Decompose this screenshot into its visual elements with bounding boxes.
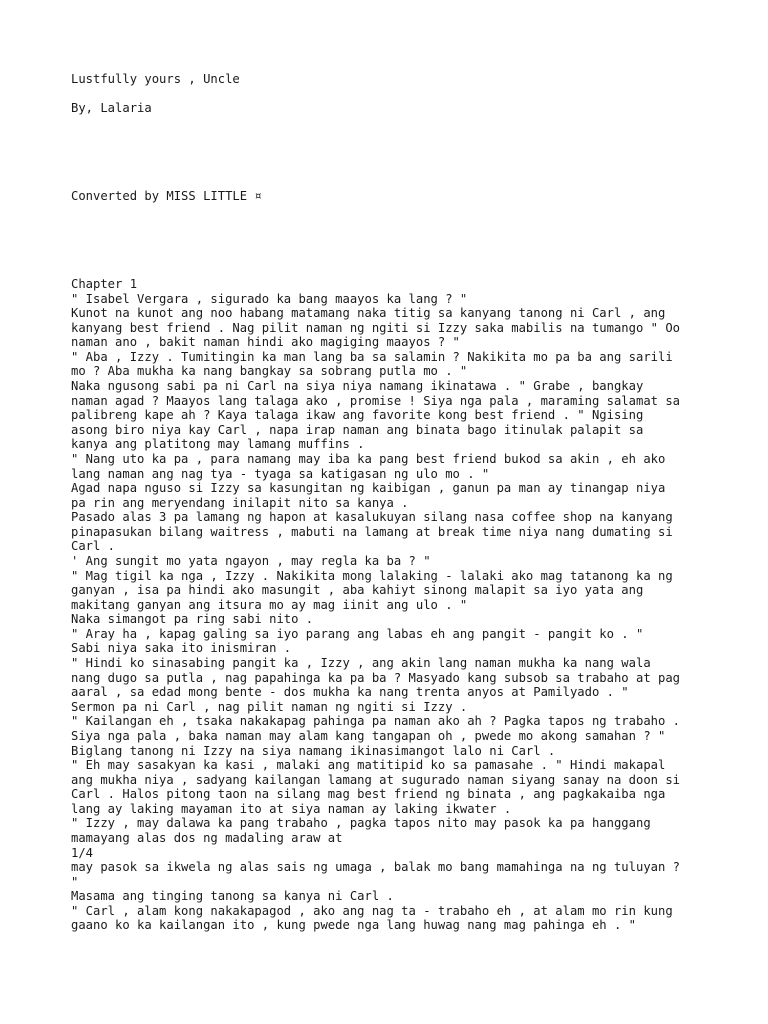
converted-credit: Converted by MISS LITTLE ¤: [71, 189, 262, 203]
text-line: nang dugo sa putla , nag papahinga ka pa ba ? Masyado kang subsob sa trabaho at pag: [71, 670, 681, 685]
text-line: naman ano , bakit naman hindi ako magiging maayos ? ": [71, 335, 460, 350]
text-line: Agad napa nguso si Izzy sa kasungitan ng kaibigan , ganun pa man ay tinangap niya: [71, 481, 666, 496]
text-line: may pasok sa ikwela ng alas sais ng umaga , balak mo bang mamahinga na ng tuluyan ?: [71, 860, 681, 875]
text-line: Naka simangot pa ring sabi nito .: [71, 612, 314, 627]
text-line: Siya nga pala , baka naman may alam kang tangapan oh , pwede mo akong samahan ? ": [71, 728, 666, 743]
text-line: kanya ang platitong may lamang muffins .: [71, 437, 365, 452]
text-line: Sermon pa ni Carl , nag pilit naman ng ngiti si Izzy .: [71, 699, 468, 714]
text-line: Kunot na kunot ang noo habang matamang naka titig sa kanyang tanong ni Carl , ang: [71, 306, 666, 321]
text-line: " Mag tigil ka nga , Izzy . Nakikita mong lalaking - lalaki ako mag tatanong ka ng: [71, 568, 673, 583]
text-line: lang ay laking mayaman ito at siya naman ay laking ikwater .: [71, 801, 512, 816]
text-line: ganyan , isa pa hindi ako masungit , aba kahiyt sinong malapit sa iyo yata ang: [71, 583, 644, 598]
text-line: " Kailangan eh , tsaka nakakapag pahinga pa naman ako ah ? Pagka tapos ng trabaho .: [71, 714, 681, 729]
text-line: Pasado alas 3 pa lamang ng hapon at kasalukuyan silang nasa coffee shop na kanyang: [71, 510, 673, 525]
text-line: " Nang uto ka pa , para namang may iba ka pang best friend bukod sa akin , eh ako: [71, 451, 666, 466]
chapter-heading: Chapter 1: [71, 277, 138, 291]
text-line: Carl .: [71, 539, 116, 554]
text-line: makitang ganyan ang itsura mo ay mag iinit ang ulo . ": [71, 597, 468, 612]
text-line: naman agad ? Maayos lang talaga ako , promise ! Siya nga pala , maraming salamat sa: [71, 393, 681, 408]
text-line: kanyang best friend . Nag pilit naman ng ngiti si Izzy saka mabilis na tumango " Oo: [71, 320, 681, 335]
text-line: asong biro niya kay Carl , napa irap naman ang binata bago itinulak palapit sa: [71, 422, 644, 437]
text-line: mo ? Aba mukha ka nang bangkay sa sobrang putla mo . ": [71, 364, 468, 379]
document-title: Lustfully yours , Uncle: [71, 72, 240, 86]
text-line: " Hindi ko sinasabing pangit ka , Izzy , ang akin lang naman mukha ka nang wala: [71, 656, 651, 671]
text-line: " Carl , alam kong nakakapagod , ako ang nag ta - trabaho eh , at alam mo rin kung: [71, 903, 673, 918]
text-line: aaral , sa edad mong bente - dos mukha ka nang trenta anyos at Pamilyado . ": [71, 685, 629, 700]
text-line: gaano ko ka kailangan ito , kung pwede nga lang huwag nang mag pahinga eh . ": [71, 918, 636, 933]
text-line: mamayang alas dos ng madaling araw at: [71, 830, 343, 845]
text-line: Biglang tanong ni Izzy na siya namang ikinasimangot lalo ni Carl .: [71, 743, 556, 758]
text-line: Masama ang tinging tanong sa kanya ni Carl .: [71, 889, 394, 904]
document-byline: By, Lalaria: [71, 101, 152, 115]
text-line: palibreng kape ah ? Kaya talaga ikaw ang favorite kong best friend . " Ngising: [71, 408, 644, 423]
text-line: ang mukha niya , sadyang kailangan lamang at sugurado naman siyang sanay na doon si: [71, 772, 681, 787]
text-line: ": [71, 874, 79, 889]
text-line: ' Ang sungit mo yata ngayon , may regla ka ba ? ": [71, 553, 431, 568]
text-line: lang naman ang nag tya - tyaga sa katigasan ng ulo mo . ": [71, 466, 490, 481]
page-number: 1/4: [71, 845, 94, 860]
text-line: " Aba , Izzy . Tumitingin ka man lang ba sa salamin ? Nakikita mo pa ba ang sarili: [71, 349, 673, 364]
text-line: " Izzy , may dalawa ka pang trabaho , pagka tapos nito may pasok ka pa hanggang: [71, 816, 651, 831]
chapter-body: [71, 277, 751, 933]
text-line: pinapasukan bilang waitress , mabuti na lamang at break time niya nang dumating si: [71, 524, 673, 539]
text-line: Sabi niya saka ito inismiran .: [71, 641, 292, 656]
text-line: pa rin ang meryendang inilapit nito sa kanya .: [71, 495, 409, 510]
text-line: Naka ngusong sabi pa ni Carl na siya niya namang ikinatawa . " Grabe , bangkay: [71, 379, 644, 394]
text-line: " Eh may sasakyan ka kasi , malaki ang matitipid ko sa pamasahe . " Hindi makapal: [71, 758, 666, 773]
text-line: " Aray ha , kapag galing sa iyo parang ang labas eh ang pangit - pangit ko . ": [71, 626, 644, 641]
text-line: " Isabel Vergara , sigurado ka bang maayos ka lang ? ": [71, 291, 468, 306]
text-line: Carl . Halos pitong taon na silang mag best friend ng binata , ang pagkakaiba nga: [71, 787, 666, 802]
